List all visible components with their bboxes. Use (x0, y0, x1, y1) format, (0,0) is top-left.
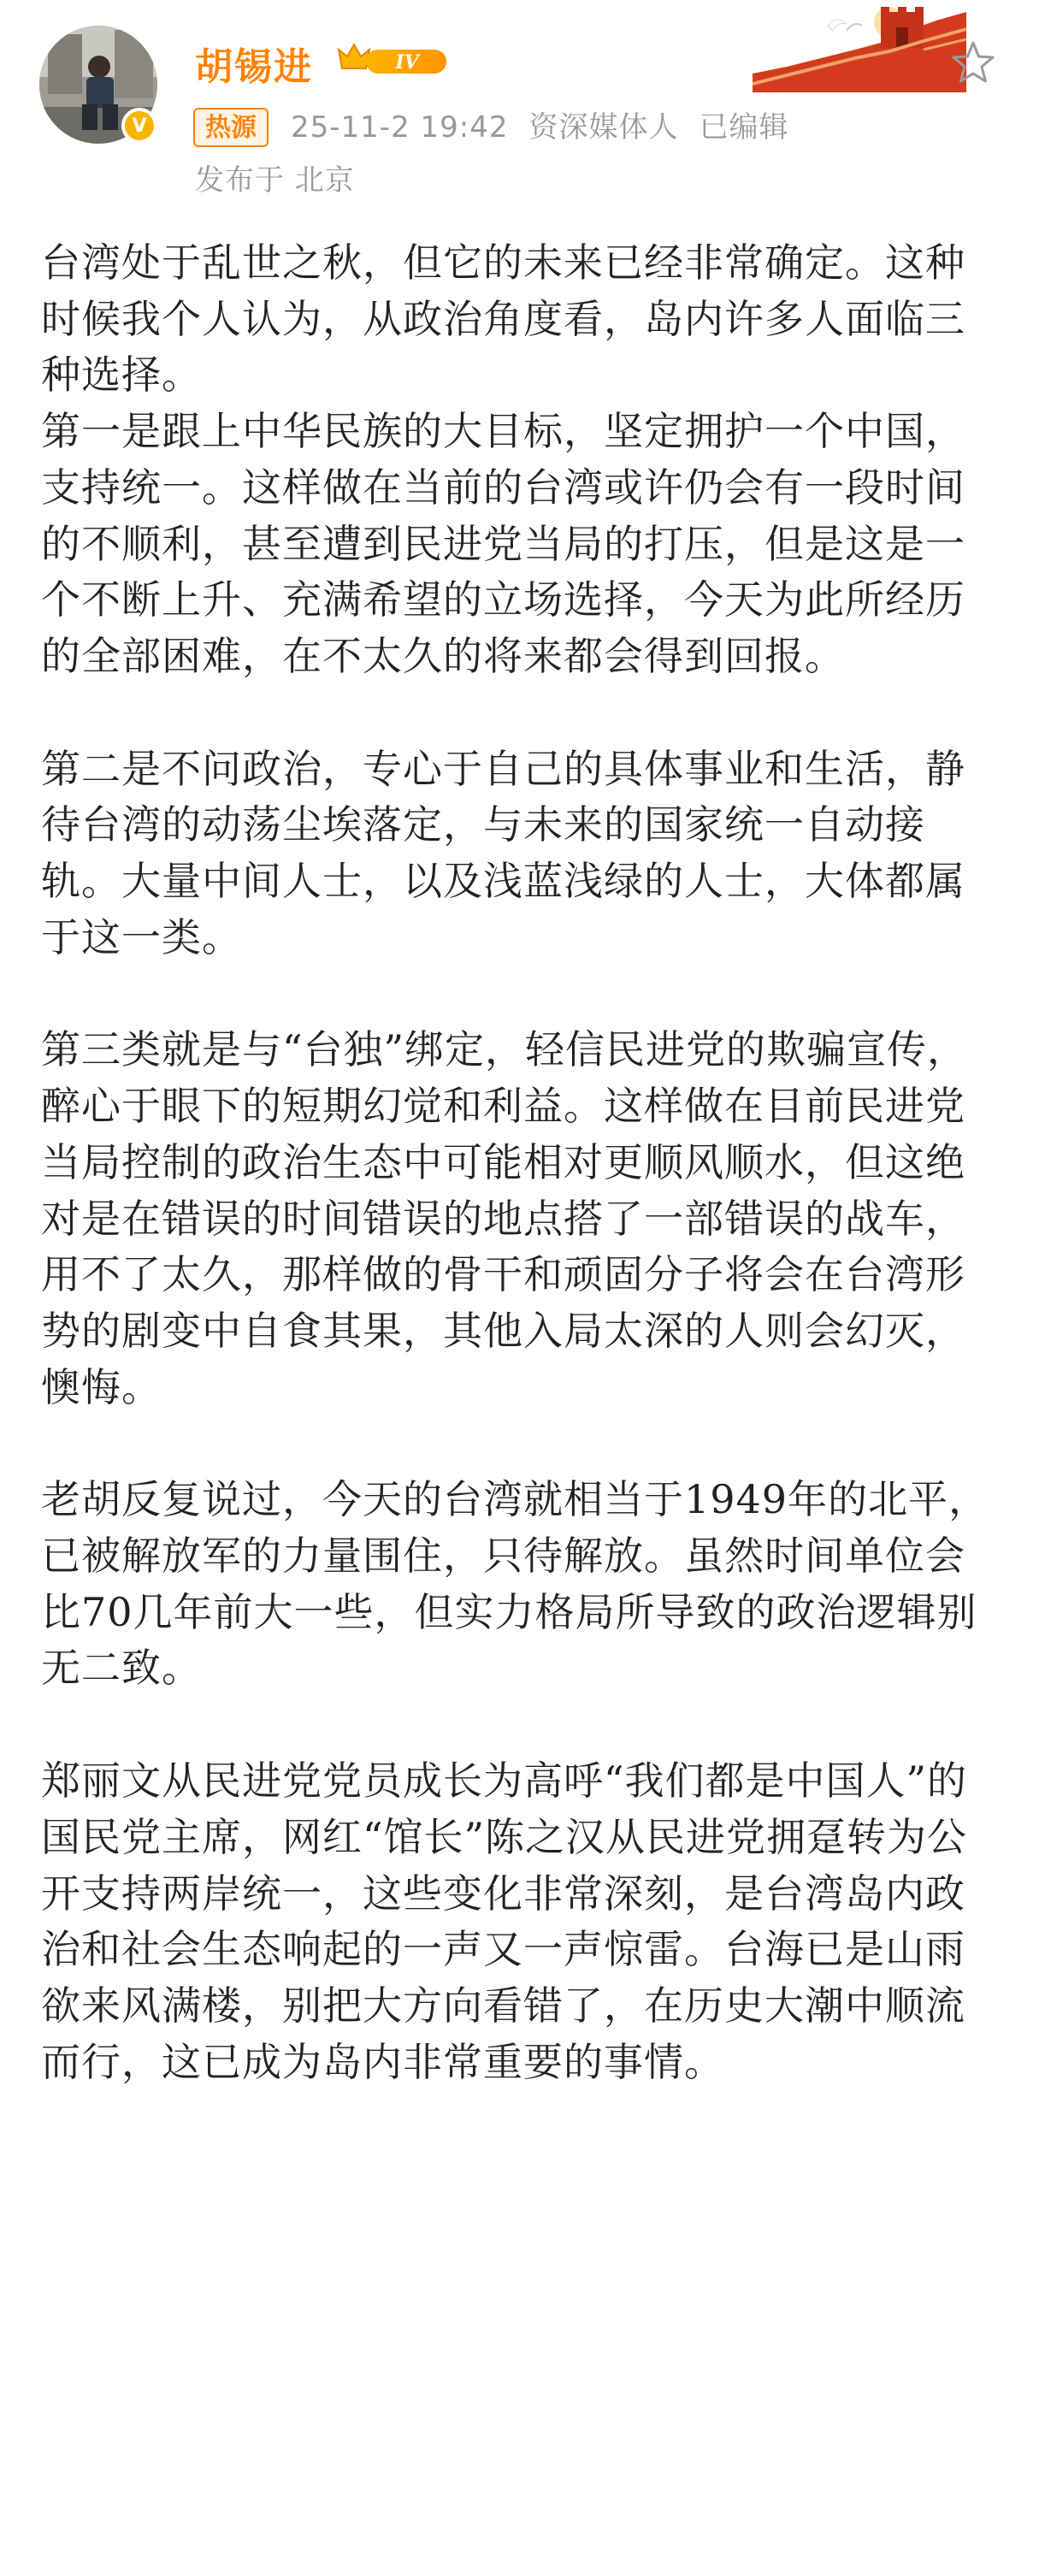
paragraph-2: 第一是跟上中华民族的大目标，坚定拥护一个中国，支持统一。这样做在当前的台湾或许仍会有一段时间的不顺利，甚至遭到民进党当局的打压，但是这是一个不断上升、充满希望的立场选择，今天为此所经历的全部困难，在不太久的将来都会得到回报。 (41, 408, 965, 679)
verified-badge-icon: V (121, 108, 157, 144)
paragraph-3: 第二是不问政治，专心于自己的具体事业和生活，静待台湾的动荡尘埃落定，与未来的国家统一自动接轨。大量中间人士，以及浅蓝浅绿的人士，大体都属于这一类。 (41, 745, 965, 960)
post-location: 发布于 北京 (195, 163, 355, 198)
hot-source-tag[interactable]: 热源 (193, 108, 269, 147)
paragraph-4: 第三类就是与“台独”绑定，轻信民进党的欺骗宣传，醉心于眼下的短期幻觉和利益。这样做在目前民进党当局控制的政治生态中可能相对更顺风顺水，但这绝对是在错误的时间错误的地点搭了一部错误的战车，用不了太久，那样做的骨干和顽固分子将会在台湾形势的剧变中自食其果，其他入局太深的人则会幻灭，懊悔。 (41, 1026, 968, 1410)
author-role: 资深媒体人 (528, 110, 679, 145)
post-meta (291, 108, 810, 147)
author-name[interactable]: 胡锡进 (195, 45, 313, 89)
paragraph-1: 台湾处于乱世之秋，但它的未来已经非常确定。这种时候我个人认为，从政治角度看，岛内许多人面临三种选择。 (41, 239, 965, 399)
post-body (0, 235, 1039, 2090)
edited-label[interactable]: 已编辑 (699, 110, 789, 145)
paragraph-5: 老胡反复说过，今天的台湾就相当于1949年的北平，已被解放军的力量围住，只待解放。虽然时间单位会比70几年前大一些，但实力格局所导致的政治逻辑别无二致。 (41, 1476, 989, 1692)
level-text: IV (395, 51, 419, 74)
paragraph-6: 郑丽文从民进党党员成长为高呼“我们都是中国人”的国民党主席，网红“馆长”陈之汉从民进党拥趸转为公开支持两岸统一，这些变化非常深刻，是台湾岛内政治和社会生态响起的一声又一声惊雷。台海已是山雨欲来风满楼，别把大方向看错了，在历史大潮中顺流而行，这已成为岛内非常重要的事情。 (41, 1758, 968, 2085)
post-datetime: 25-11-2 19:42 (291, 110, 509, 145)
star-icon[interactable] (947, 38, 999, 89)
crown-level-icon (335, 39, 453, 79)
post-header (0, 0, 1039, 231)
great-wall-decoration (753, 7, 966, 92)
